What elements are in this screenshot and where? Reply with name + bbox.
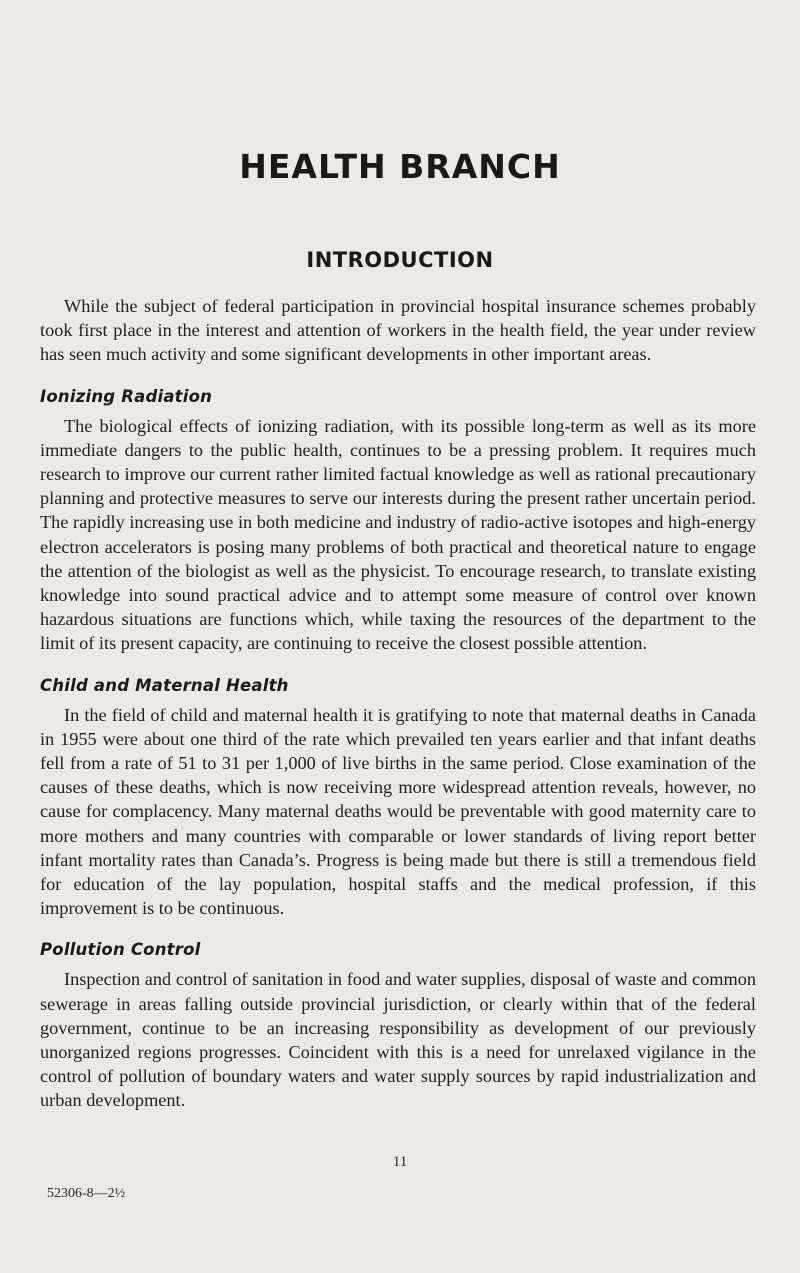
heading-pollution-control: Pollution Control [40, 940, 201, 960]
paragraph-child-maternal-health: In the field of child and maternal health it is gratifying to note that maternal deaths in Canada in 1955 were about one third of the rate which prevailed ten years earlier and that infant deaths fell from a rate of 51 to 31 per 1,000 of live births in the same period. Close examination of the causes of these deaths, which is now receiving more widespread attention reveals, however, no cause for complacency. Many maternal deaths would be preventable with good maternity care to more mothers and many countries with comparable or lower standards of living report better infant mortality rates than Canada’s. Progress is being made but there is still a tremendous field for education of the lay population, hospital staffs and the medical profession, if this improvement is to be continuous. [40, 704, 756, 919]
paragraph-pollution-control: Inspection and control of sanitation in food and water supplies, disposal of waste and common sewerage in areas falling outside provincial jurisdiction, or clearly within that of the federal government, continue to be an increasing responsibility as development of our previously unorganized regions progresses. Coincident with this is a need for unrelaxed vigilance in the control of pollution of boundary waters and water supply sources by rapid industrialization and urban development. [40, 969, 756, 1111]
footer-code: 52306-8—2½ [47, 1186, 126, 1201]
page-title: HEALTH BRANCH [239, 147, 561, 186]
intro-paragraph: While the subject of federal participation in provincial hospital insurance schemes probably took first place in the interest and attention of workers in the health field, the year under review has seen much activity and some significant developments in other important areas. [40, 296, 756, 365]
heading-child-maternal-health: Child and Maternal Health [40, 675, 289, 695]
paragraph-ionizing-radiation: The biological effects of ionizing radiation, with its possible long-term as well as its more immediate dangers to the public health, continues to be a pressing problem. It requires much research to improve our current rather limited factual knowledge as well as rational precautionary planning and protective measures to serve our interests during the present rather uncertain period. The rapidly increasing use in both medicine and industry of radio-active isotopes and high-energy electron accelerators is posing many problems of both practical and theoretical nature to engage the attention of the biologist as well as the physicist. To encourage research, to translate existing knowledge into sound practical advice and to attempt some measure of control over known hazardous situations are functions which, while taxing the resources of the department to the limit of its present capacity, are continuing to receive the closest possible attention. [40, 415, 756, 654]
page-number: 11 [392, 1154, 408, 1170]
heading-ionizing-radiation: Ionizing Radiation [40, 386, 213, 406]
body-text [40, 294, 756, 1113]
section-title-introduction: INTRODUCTION [306, 248, 494, 272]
